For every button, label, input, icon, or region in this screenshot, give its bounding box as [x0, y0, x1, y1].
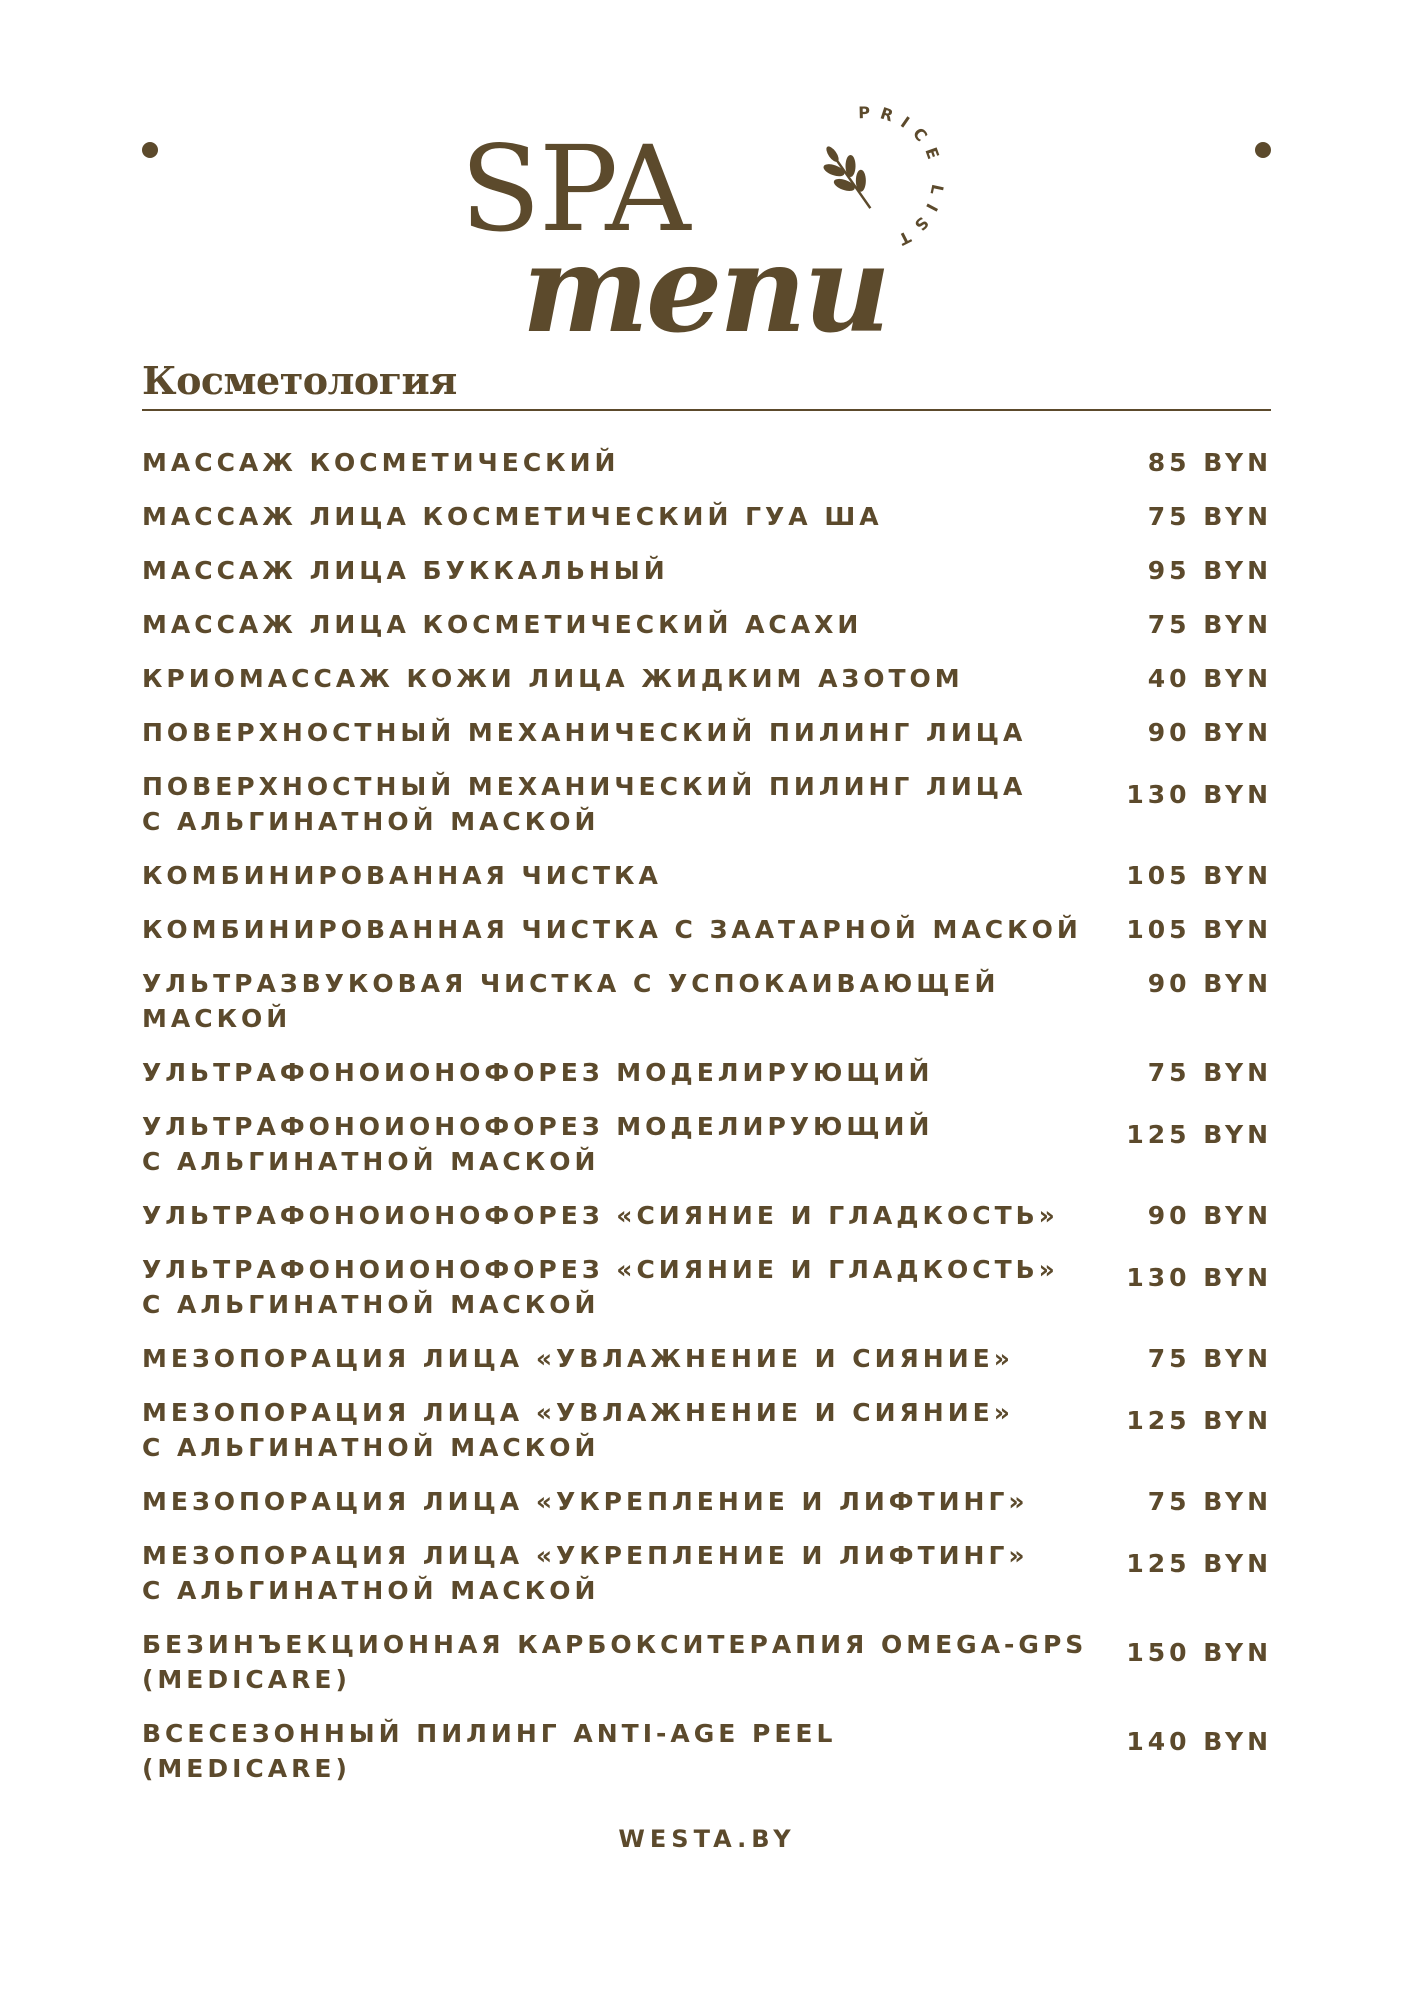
price-list-badge	[780, 90, 960, 270]
item-name: УЛЬТРАЗВУКОВАЯ ЧИСТКА С УСПОКАИВАЮЩЕЙ МАСКОЙ	[142, 969, 1000, 1033]
item-price: 40 BYN	[1147, 664, 1272, 693]
item-name-line2: С АЛЬГИНАТНОЙ МАСКОЙ	[142, 1433, 600, 1462]
menu-item	[142, 1198, 1272, 1233]
item-price: 75 BYN	[1147, 502, 1272, 531]
footer-website: WESTA.BY	[618, 1825, 796, 1853]
item-name: УЛЬТРАФОНОИОНОФОРЕЗ МОДЕЛИРУЮЩИЙ	[142, 1058, 934, 1087]
item-name: МАССАЖ ЛИЦА КОСМЕТИЧЕСКИЙ АСАХИ	[142, 610, 863, 639]
leaf-icon	[812, 136, 885, 219]
item-name: КРИОМАССАЖ КОЖИ ЛИЦА ЖИДКИМ АЗОТОМ	[142, 664, 964, 693]
menu-item	[142, 1538, 1272, 1608]
item-price: 140 BYN	[1126, 1727, 1272, 1756]
menu-item	[142, 445, 1272, 480]
item-name: УЛЬТРАФОНОИОНОФОРЕЗ «СИЯНИЕ И ГЛАДКОСТЬ»	[142, 1201, 1059, 1230]
item-name: МЕЗОПОРАЦИЯ ЛИЦА «УВЛАЖНЕНИЕ И СИЯНИЕ»	[142, 1398, 1014, 1427]
menu-item	[142, 499, 1272, 534]
section-divider	[142, 409, 1271, 411]
item-price: 75 BYN	[1147, 610, 1272, 639]
item-price: 150 BYN	[1126, 1638, 1272, 1667]
item-name: МАССАЖ ЛИЦА БУККАЛЬНЫЙ	[142, 556, 669, 585]
menu-item	[142, 1484, 1272, 1519]
menu-item	[142, 1252, 1272, 1322]
item-price: 130 BYN	[1126, 780, 1272, 809]
item-name-line2: (MEDICARE)	[142, 1665, 351, 1694]
item-price: 125 BYN	[1126, 1406, 1272, 1435]
item-name: МЕЗОПОРАЦИЯ ЛИЦА «УКРЕПЛЕНИЕ И ЛИФТИНГ»	[142, 1487, 1029, 1516]
item-price: 105 BYN	[1126, 861, 1272, 890]
item-name-line2: С АЛЬГИНАТНОЙ МАСКОЙ	[142, 1290, 600, 1319]
menu-item	[142, 1055, 1272, 1090]
item-price: 90 BYN	[1147, 718, 1272, 747]
decorative-dot-right	[1255, 142, 1271, 158]
logo-spa-text: SPA	[460, 120, 689, 258]
logo-menu-text: menu	[522, 219, 888, 360]
menu-item	[142, 553, 1272, 588]
item-price: 105 BYN	[1126, 915, 1272, 944]
menu-item	[142, 1627, 1272, 1697]
item-price: 95 BYN	[1147, 556, 1272, 585]
item-name: КОМБИНИРОВАННАЯ ЧИСТКА С ЗААТАРНОЙ МАСКОЙ	[142, 915, 1082, 944]
menu-item	[142, 607, 1272, 642]
menu-item	[142, 912, 1272, 947]
menu-item	[142, 1109, 1272, 1179]
menu-item	[142, 858, 1272, 893]
item-price: 130 BYN	[1126, 1263, 1272, 1292]
item-price: 125 BYN	[1126, 1120, 1272, 1149]
item-price: 90 BYN	[1147, 969, 1272, 998]
price-list	[142, 445, 1272, 1805]
badge-price-list-text: PRICE LIST	[858, 102, 948, 254]
menu-item	[142, 1395, 1272, 1465]
menu-item	[142, 966, 1272, 1036]
item-name: ПОВЕРХНОСТНЫЙ МЕХАНИЧЕСКИЙ ПИЛИНГ ЛИЦА	[142, 718, 1027, 747]
decorative-dot-left	[142, 142, 158, 158]
menu-item	[142, 1716, 1272, 1786]
item-price: 75 BYN	[1147, 1487, 1272, 1516]
item-name: МЕЗОПОРАЦИЯ ЛИЦА «УКРЕПЛЕНИЕ И ЛИФТИНГ»	[142, 1541, 1029, 1570]
menu-item	[142, 769, 1272, 839]
spa-menu-logo	[440, 90, 980, 360]
item-name: КОМБИНИРОВАННАЯ ЧИСТКА	[142, 861, 662, 890]
item-name: УЛЬТРАФОНОИОНОФОРЕЗ «СИЯНИЕ И ГЛАДКОСТЬ»	[142, 1255, 1059, 1284]
item-name: МЕЗОПОРАЦИЯ ЛИЦА «УВЛАЖНЕНИЕ И СИЯНИЕ»	[142, 1344, 1014, 1373]
item-name-line2: С АЛЬГИНАТНОЙ МАСКОЙ	[142, 1576, 600, 1605]
item-name: ПОВЕРХНОСТНЫЙ МЕХАНИЧЕСКИЙ ПИЛИНГ ЛИЦА	[142, 772, 1027, 801]
item-price: 75 BYN	[1147, 1344, 1272, 1373]
item-name-line2: С АЛЬГИНАТНОЙ МАСКОЙ	[142, 807, 600, 836]
svg-text:PRICE LIST	[858, 103, 947, 253]
item-name: ВСЕСЕЗОННЫЙ ПИЛИНГ ANTI-AGE PEEL	[142, 1719, 837, 1748]
item-name: БЕЗИНЪЕКЦИОННАЯ КАРБОКСИТЕРАПИЯ OMEGA-GPS	[142, 1630, 1088, 1659]
menu-item	[142, 715, 1272, 750]
item-price: 125 BYN	[1126, 1549, 1272, 1578]
menu-item	[142, 1341, 1272, 1376]
item-price: 75 BYN	[1147, 1058, 1272, 1087]
item-price: 85 BYN	[1147, 448, 1272, 477]
item-name-line2: (MEDICARE)	[142, 1754, 351, 1783]
item-name: УЛЬТРАФОНОИОНОФОРЕЗ МОДЕЛИРУЮЩИЙ	[142, 1112, 934, 1141]
menu-item	[142, 661, 1272, 696]
item-name: МАССАЖ ЛИЦА КОСМЕТИЧЕСКИЙ ГУА ША	[142, 502, 883, 531]
item-name-line2: С АЛЬГИНАТНОЙ МАСКОЙ	[142, 1147, 600, 1176]
item-name: МАССАЖ КОСМЕТИЧЕСКИЙ	[142, 448, 620, 477]
section-title: Косметология	[142, 358, 457, 403]
item-price: 90 BYN	[1147, 1201, 1272, 1230]
